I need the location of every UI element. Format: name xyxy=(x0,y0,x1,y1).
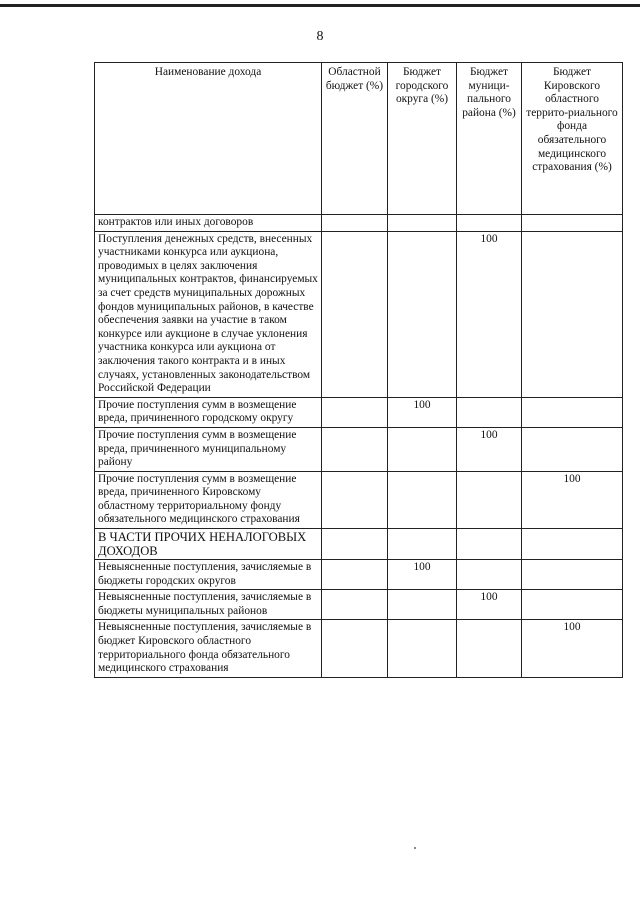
page-number: 8 xyxy=(316,29,324,44)
cell-regional xyxy=(322,560,388,590)
cell-city xyxy=(388,471,457,528)
cell-city xyxy=(388,231,457,397)
cell-municipal xyxy=(457,560,522,590)
table-row xyxy=(95,215,623,232)
table-row xyxy=(95,397,623,427)
cell-fund: 100 xyxy=(522,620,623,677)
cell-fund xyxy=(522,560,623,590)
cell-municipal xyxy=(457,620,522,677)
header-regional-budget: Областной бюджет (%) xyxy=(322,63,388,215)
cell-municipal: 100 xyxy=(457,427,522,471)
cell-municipal: 100 xyxy=(457,231,522,397)
cell-fund: 100 xyxy=(522,471,623,528)
row-income-name: Невыясненные поступления, зачисляемые в бюджеты городских округов xyxy=(95,560,322,590)
cell-city xyxy=(388,590,457,620)
cell-city: 100 xyxy=(388,560,457,590)
cell-regional xyxy=(322,529,388,560)
cell-city xyxy=(388,427,457,471)
header-income-name: Наименование дохода xyxy=(95,63,322,215)
cell-municipal xyxy=(457,397,522,427)
row-income-name: контрактов или иных договоров xyxy=(95,215,322,232)
cell-fund xyxy=(522,427,623,471)
table-row xyxy=(95,590,623,620)
cell-fund xyxy=(522,215,623,232)
cell-regional xyxy=(322,620,388,677)
table-row xyxy=(95,427,623,471)
table-row xyxy=(95,231,623,397)
income-distribution-table xyxy=(94,62,623,678)
row-income-name: Невыясненные поступления, зачисляемые в бюджеты муниципальных районов xyxy=(95,590,322,620)
cell-city xyxy=(388,215,457,232)
scan-speck xyxy=(414,847,416,849)
cell-municipal xyxy=(457,529,522,560)
top-border-line xyxy=(0,4,640,7)
row-income-name: Прочие поступления сумм в возмещение вреда, причиненного муниципальному району xyxy=(95,427,322,471)
cell-regional xyxy=(322,231,388,397)
cell-city xyxy=(388,529,457,560)
row-income-name: Невыясненные поступления, зачисляемые в бюджет Кировского областного территориального фонда обязательного медицинского страхования xyxy=(95,620,322,677)
cell-fund xyxy=(522,231,623,397)
cell-regional xyxy=(322,590,388,620)
row-income-name: Поступления денежных средств, внесенных участниками конкурса или аукциона, проводимых в целях заключения муниципальных контрактов, финансируемых за счет средств муниципальных дорожных фондов муниципальных районов, в качестве обеспечения заявки на участие в таком конкурсе или аукционе в случае уклонения участника конкурса или аукциона от заключения такого контракта и в иных случаях, установленных законодательством Российской Федерации xyxy=(95,231,322,397)
section-title: В ЧАСТИ ПРОЧИХ НЕНАЛОГОВЫХ ДОХОДОВ xyxy=(95,529,322,560)
header-municipal-district-budget: Бюджет муници-пального района (%) xyxy=(457,63,522,215)
table-header-row xyxy=(95,63,623,215)
cell-regional xyxy=(322,427,388,471)
table-row xyxy=(95,471,623,528)
header-medical-insurance-fund-budget: Бюджет Кировского областного террито-риального фонда обязательного медицинского страхования (%) xyxy=(522,63,623,215)
cell-municipal xyxy=(457,215,522,232)
table-row xyxy=(95,560,623,590)
cell-municipal xyxy=(457,471,522,528)
cell-regional xyxy=(322,397,388,427)
cell-fund xyxy=(522,590,623,620)
cell-regional xyxy=(322,215,388,232)
row-income-name: Прочие поступления сумм в возмещение вреда, причиненного Кировскому областному территориальному фонду обязательного медицинского страхования xyxy=(95,471,322,528)
cell-fund xyxy=(522,529,623,560)
row-income-name: Прочие поступления сумм в возмещение вреда, причиненного городскому округу xyxy=(95,397,322,427)
cell-regional xyxy=(322,471,388,528)
cell-city: 100 xyxy=(388,397,457,427)
table-row xyxy=(95,620,623,677)
header-city-district-budget: Бюджет городского округа (%) xyxy=(388,63,457,215)
cell-municipal: 100 xyxy=(457,590,522,620)
cell-fund xyxy=(522,397,623,427)
cell-city xyxy=(388,620,457,677)
section-header-row xyxy=(95,529,623,560)
